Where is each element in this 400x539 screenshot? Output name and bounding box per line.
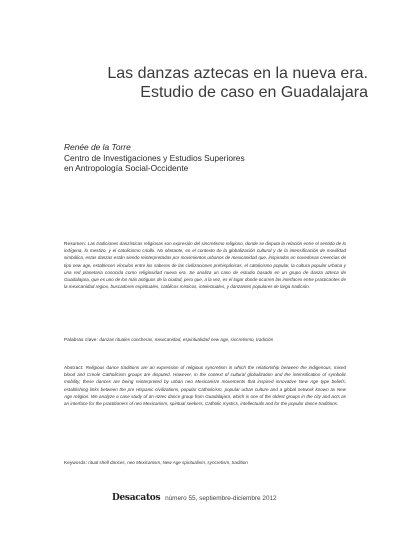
keywords-text: ritual shell dances, neo Mexicanism, New Age spiritualism, syncretism, tradition — [88, 460, 248, 465]
keywords-label: Keywords: — [64, 460, 88, 465]
resumen-label: Resumen: — [64, 241, 87, 246]
author-name: Renée de la Torre — [64, 142, 131, 152]
author-block — [64, 142, 364, 174]
article-title — [48, 64, 368, 102]
resumen-text: Las tradiciones danzísticas religiosas son expresión del sincretismo religioso, donde se disputa la relación entre el sentido de lo indígena, lo mestizo, y el catolicismo criollo. No obstante, en el contexto de la globalización cultural y de la intensificación de movilidad simbólica, estas danzas están siendo reinterpretadas por movimientos urbanos de mexicanidad que, inspirados en novedosas creencias de tipo new age, establecen vínculos entre los saberes de las civilizaciones prehispánicas, el catolicismo popular, la cultura popular urbana y una red planetaria conocida como religiosidad nueva era. Se analiza un caso de estudio basado en un grupo de danza azteca de Guadalajara, que es uno de los más antiguos de la ciudad, pero que, a la vez, es el lugar donde ocurren las interfaces entre practicantes de la mexicanidad regios, buscadores espirituales, católicos místicos, intelectuales, y danzantes populares de larga tradición. — [64, 241, 347, 290]
page-footer — [112, 493, 352, 504]
abstract-text: Religious dance traditions are an expression of religious syncretism in which the relationship between the indigenous, mixed blood and Creole Catholicism groups are disputed. However, in the context of cultural globalization and the intensification of symbolic mobility, these dances are being reinterpreted by urban neo Mexicanism movements that inspired innovative New Age type beliefs, establishing links between the pre Hispanic civilizations, popular Catholicism, popular urban culture and a global network known as New Age religion. We analyze a case study of an Aztec dance group from Guadalajara, which is one of the oldest groups in the city and acts as an interface for the practitioners of neo Mexicanism, spiritual seekers, Catholic mystics, intellectuals and for the popular dance traditions. — [64, 365, 347, 407]
resumen-paragraph — [64, 240, 346, 290]
journal-logo: Desacatos — [112, 493, 161, 503]
author-affiliation-line-1: Centro de Investigaciones y Estudios Superiores — [64, 152, 245, 163]
palabras-clave-paragraph — [64, 336, 346, 343]
abstract-label: Abstract: — [64, 365, 84, 370]
title-line-1: Las danzas aztecas en la nueva era. — [107, 65, 368, 82]
palabras-clave-label: Palabras clave: — [64, 337, 99, 342]
issue-info: número 55, septiembre-diciembre 2012 — [165, 495, 277, 502]
title-line-2: Estudio de caso en Guadalajara — [140, 84, 368, 101]
author-affiliation-line-2: en Antropología Social-Occidente — [64, 163, 189, 174]
palabras-clave-text: danzas rituales concheras, mexicanidad, espiritualidad new age, sincretismo, tradición — [99, 337, 274, 342]
keywords-paragraph — [64, 459, 346, 466]
abstract-paragraph — [64, 364, 346, 407]
